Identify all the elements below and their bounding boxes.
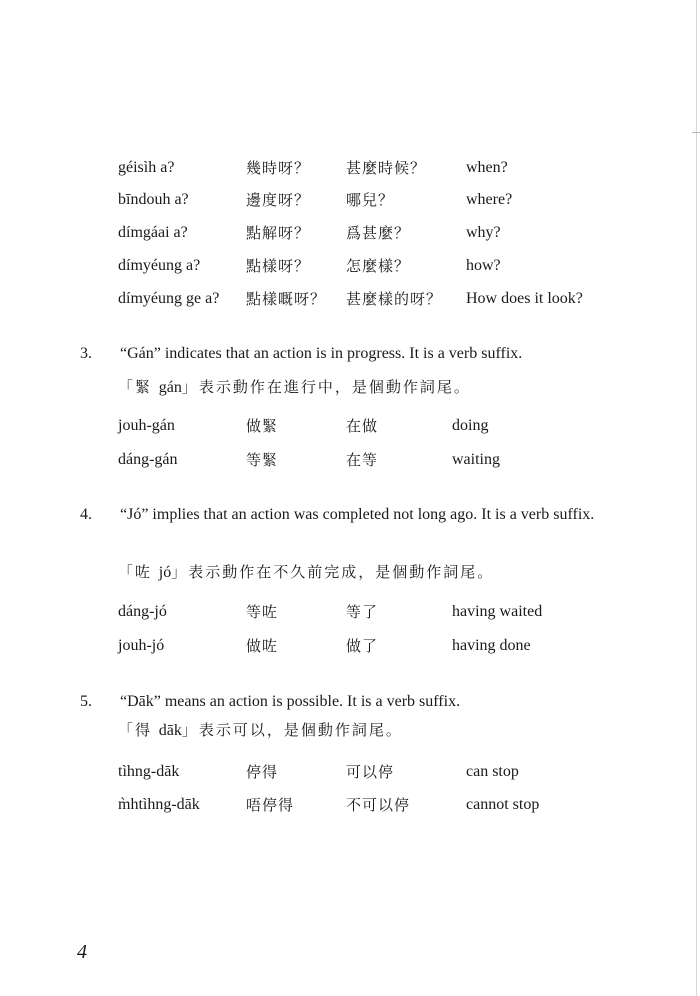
section-english-text: “Jó” implies that an action was completed not long ago. It is a verb suffix. [120,506,595,523]
english-cell: when? [466,159,508,176]
jyutping-cell: dáng-jó [118,603,167,620]
english-cell: waiting [452,451,500,468]
jyutping-cell: géisìh a? [118,159,175,176]
chinese-text-romanization: gán [158,379,182,396]
cantonese-cell: 邊度呀？ [246,191,311,209]
jyutping-cell: dímyéung ge a? [118,290,220,307]
english-cell: cannot stop [466,796,540,813]
section-chinese-text [118,375,471,400]
cantonese-cell: 點解呀？ [246,224,311,242]
mandarin-cell: 爲甚麼？ [346,224,411,242]
mandarin-cell: 等了 [346,603,379,621]
mandarin-cell: 做了 [346,637,379,655]
english-cell: having done [452,637,531,654]
cantonese-cell: 唔停得 [246,796,295,814]
chinese-text-romanization: jó [158,564,172,581]
mandarin-cell: 甚麼時候？ [346,159,427,177]
cantonese-cell: 做咗 [246,637,279,655]
chinese-text-part: 」表示動作在進行中，是個動作詞尾。 [181,378,471,396]
jyutping-cell: jouh-jó [118,637,165,654]
cantonese-cell: 點樣呀？ [246,257,311,275]
chinese-text-part: 」表示可以，是個動作詞尾。 [181,721,403,739]
cantonese-cell: 等咗 [246,603,279,621]
cantonese-cell: 點樣嘅呀？ [246,290,327,308]
chinese-text-part: 」表示動作在不久前完成，是個動作詞尾。 [171,563,495,581]
section-number: 5. [80,693,92,710]
jyutping-cell: dímyéung a? [118,257,201,274]
jyutping-cell: m̀htìhng-dāk [118,796,200,813]
cantonese-cell: 等緊 [246,451,279,469]
english-cell: where? [466,191,513,208]
section-number: 3. [80,345,92,362]
section-number: 4. [80,506,92,523]
english-cell: How does it look? [466,290,583,307]
cantonese-cell: 停得 [246,763,279,781]
english-cell: can stop [466,763,519,780]
mandarin-cell: 哪兒？ [346,191,395,209]
page-edge-line [696,0,697,996]
section-english-text: “Dāk” means an action is possible. It is a verb suffix. [120,693,461,710]
english-cell: doing [452,417,489,434]
mandarin-cell: 在做 [346,417,379,435]
page-edge-mark [692,132,700,133]
mandarin-cell: 不可以停 [346,796,411,814]
cantonese-cell: 做緊 [246,417,279,435]
chinese-text-part: 「緊 [118,378,159,396]
section-chinese-text [118,560,494,585]
cantonese-cell: 幾時呀？ [246,159,311,177]
jyutping-cell: tìhng-dāk [118,763,180,780]
mandarin-cell: 甚麼樣的呀？ [346,290,443,308]
mandarin-cell: 在等 [346,451,379,469]
jyutping-cell: bīndouh a? [118,191,189,208]
english-cell: having waited [452,603,543,620]
english-cell: how? [466,257,501,274]
section-english-text: “Gán” indicates that an action is in progress. It is a verb suffix. [120,345,523,362]
page-number: 4 [77,941,87,963]
jyutping-cell: jouh-gán [118,417,175,434]
chinese-text-romanization: dāk [158,722,182,739]
chinese-text-part: 「咗 [118,563,159,581]
mandarin-cell: 怎麼樣？ [346,257,411,275]
chinese-text-part: 「得 [118,721,159,739]
jyutping-cell: dímgáai a? [118,224,188,241]
english-cell: why? [466,224,501,241]
section-chinese-text [118,718,403,743]
mandarin-cell: 可以停 [346,763,395,781]
jyutping-cell: dáng-gán [118,451,178,468]
